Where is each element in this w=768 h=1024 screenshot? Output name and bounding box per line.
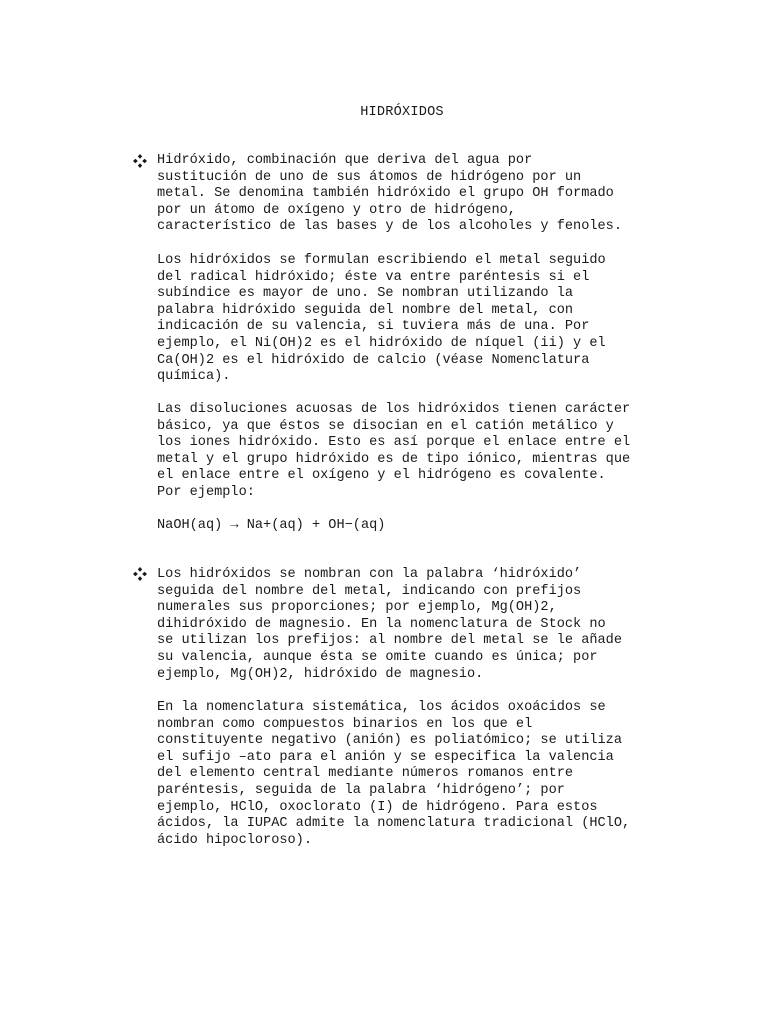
diamond-bullet-icon xyxy=(132,566,148,582)
paragraph-systematic-nomenclature: En la nomenclatura sistemática, los ácidos oxoácidos se nombran como compuestos binarios en los que el constituyente negativo (anión) es poliatómico; se utiliza el sufijo –ato para el anión y se especifica la valencia del elemento central mediante números romanos entre paréntesis, seguida de la palabra ‘hidrógeno’; por ejemplo, HClO, oxoclorato (I) de hidrógeno. Para estos ácidos, la IUPAC admite la nomenclatura tradicional (HClO, ácido hipocloroso). xyxy=(157,700,631,848)
page-title: HIDRÓXIDOS xyxy=(360,105,444,120)
diamond-bullet-icon xyxy=(132,153,148,169)
chemical-equation: NaOH(aq) → Na+(aq) + OH−(aq) xyxy=(157,518,386,533)
paragraph-formulation: Los hidróxidos se formulan escribiendo el metal seguido del radical hidróxido; éste va entre paréntesis si el subíndice es mayor de uno. Se nombran utilizando la palabra hidróxido seguida del nombre del metal, con indicación de su valencia, si tuviera más de una. Por ejemplo, el Ni(OH)2 es el hidróxido de níquel (ii) y el Ca(OH)2 es el hidróxido de calcio (véase Nomenclatura química). xyxy=(157,253,606,385)
paragraph-aqueous-solutions: Las disoluciones acuosas de los hidróxidos tienen carácter básico, ya que éstos se disocian en el catión metálico y los iones hidróxido. Esto es así porque el enlace entre el metal y el grupo hidróxido es de tipo iónico, mientras que el enlace entre el oxígeno y el hidrógeno es covalente. Por ejemplo: xyxy=(157,402,631,500)
bullet-paragraph-definition: Hidróxido, combinación que deriva del agua por sustitución de uno de sus átomos de hidrógeno por un metal. Se denomina también hidróxido el grupo OH formado por un átomo de oxígeno y otro de hidrógeno, característico de las bases y de los alcoholes y fenoles. xyxy=(157,153,622,235)
bullet-paragraph-naming: Los hidróxidos se nombran con la palabra ‘hidróxido’ seguida del nombre del metal, indicando con prefijos numerales sus proporciones; por ejemplo, Mg(OH)2, dihidróxido de magnesio. En la nomenclatura de Stock no se utilizan los prefijos: al nombre del metal se le añade su valencia, aunque ésta se omite cuando es única; por ejemplo, Mg(OH)2, hidróxido de magnesio. xyxy=(157,567,622,682)
